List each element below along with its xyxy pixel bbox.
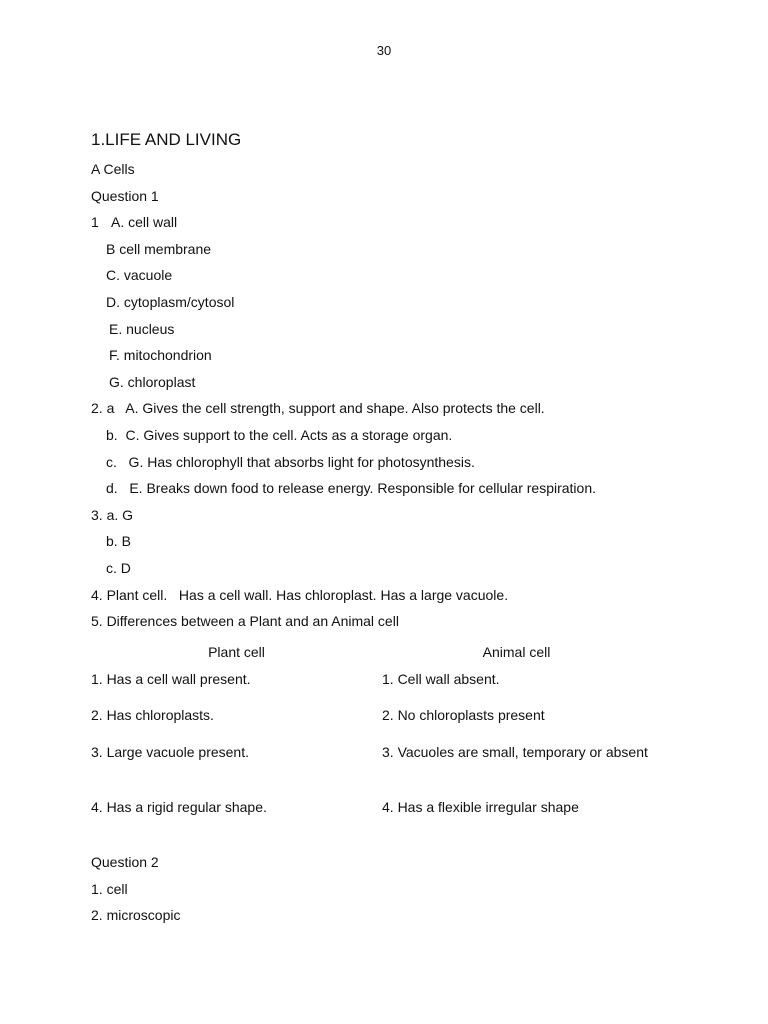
q1-part1-item: G. chloroplast bbox=[109, 373, 196, 390]
table-cell-plant: 1. Has a cell wall present. bbox=[91, 670, 251, 687]
table-row bbox=[91, 795, 651, 832]
question-2-block bbox=[91, 849, 691, 929]
q1-part1-item-text: A. cell wall bbox=[111, 214, 178, 231]
page-number: 30 bbox=[376, 43, 392, 58]
q1-part1-item: D. cytoplasm/cytosol bbox=[106, 293, 235, 310]
q1-part2-line: c. G. Has chlorophyll that absorbs light for photosynthesis. bbox=[106, 453, 475, 470]
q1-part1-item bbox=[91, 209, 691, 236]
table-cell-animal: 3. Vacuoles are small, temporary or absent bbox=[382, 743, 648, 760]
table-header-plant: Plant cell bbox=[208, 643, 265, 660]
q1-part2-line: d. E. Breaks down food to release energy. Responsible for cellular respiration. bbox=[106, 480, 596, 497]
q1-part5-heading: 5. Differences between a Plant and an Animal cell bbox=[91, 613, 399, 630]
question-1-label: Question 1 bbox=[91, 187, 159, 204]
q1-part3-line: 3. a. G bbox=[91, 506, 134, 523]
table-header-row bbox=[91, 637, 651, 667]
chapter-title: 1.LIFE AND LIVING bbox=[91, 130, 242, 149]
table-cell-plant: 3. Large vacuole present. bbox=[91, 743, 249, 760]
q1-part2-line: 2. a A. Gives the cell strength, support and shape. Also protects the cell. bbox=[91, 400, 545, 417]
table-row bbox=[91, 667, 651, 704]
q1-part1-item: C. vacuole bbox=[106, 267, 173, 284]
table-cell-plant: 2. Has chloroplasts. bbox=[91, 707, 214, 724]
table-cell-plant: 4. Has a rigid regular shape. bbox=[91, 798, 267, 815]
q1-part1-item: B cell membrane bbox=[106, 240, 212, 257]
q1-part3-line: b. B bbox=[106, 533, 131, 550]
table-row bbox=[91, 703, 651, 740]
q2-answer: 2. microscopic bbox=[91, 907, 181, 924]
plant-animal-comparison-table bbox=[91, 637, 651, 832]
q2-answer: 1. cell bbox=[91, 880, 128, 897]
q1-part1-item: E. nucleus bbox=[109, 320, 175, 337]
q1-part1-item: F. mitochondrion bbox=[109, 347, 212, 364]
table-row bbox=[91, 740, 651, 795]
q1-part4-line: 4. Plant cell. Has a cell wall. Has chloroplast. Has a large vacuole. bbox=[91, 586, 509, 603]
table-header-animal: Animal cell bbox=[482, 643, 551, 660]
question-2-label: Question 2 bbox=[91, 854, 159, 871]
q1-part1-number: 1 bbox=[91, 214, 99, 231]
q1-part2-line: b. C. Gives support to the cell. Acts as a storage organ. bbox=[106, 426, 453, 443]
table-cell-animal: 1. Cell wall absent. bbox=[382, 670, 500, 687]
table-cell-animal: 2. No chloroplasts present bbox=[382, 707, 545, 724]
q1-part3-line: c. D bbox=[106, 559, 131, 576]
section-heading: A Cells bbox=[91, 161, 135, 177]
table-cell-animal: 4. Has a flexible irregular shape bbox=[382, 798, 579, 815]
document-body bbox=[91, 129, 691, 929]
